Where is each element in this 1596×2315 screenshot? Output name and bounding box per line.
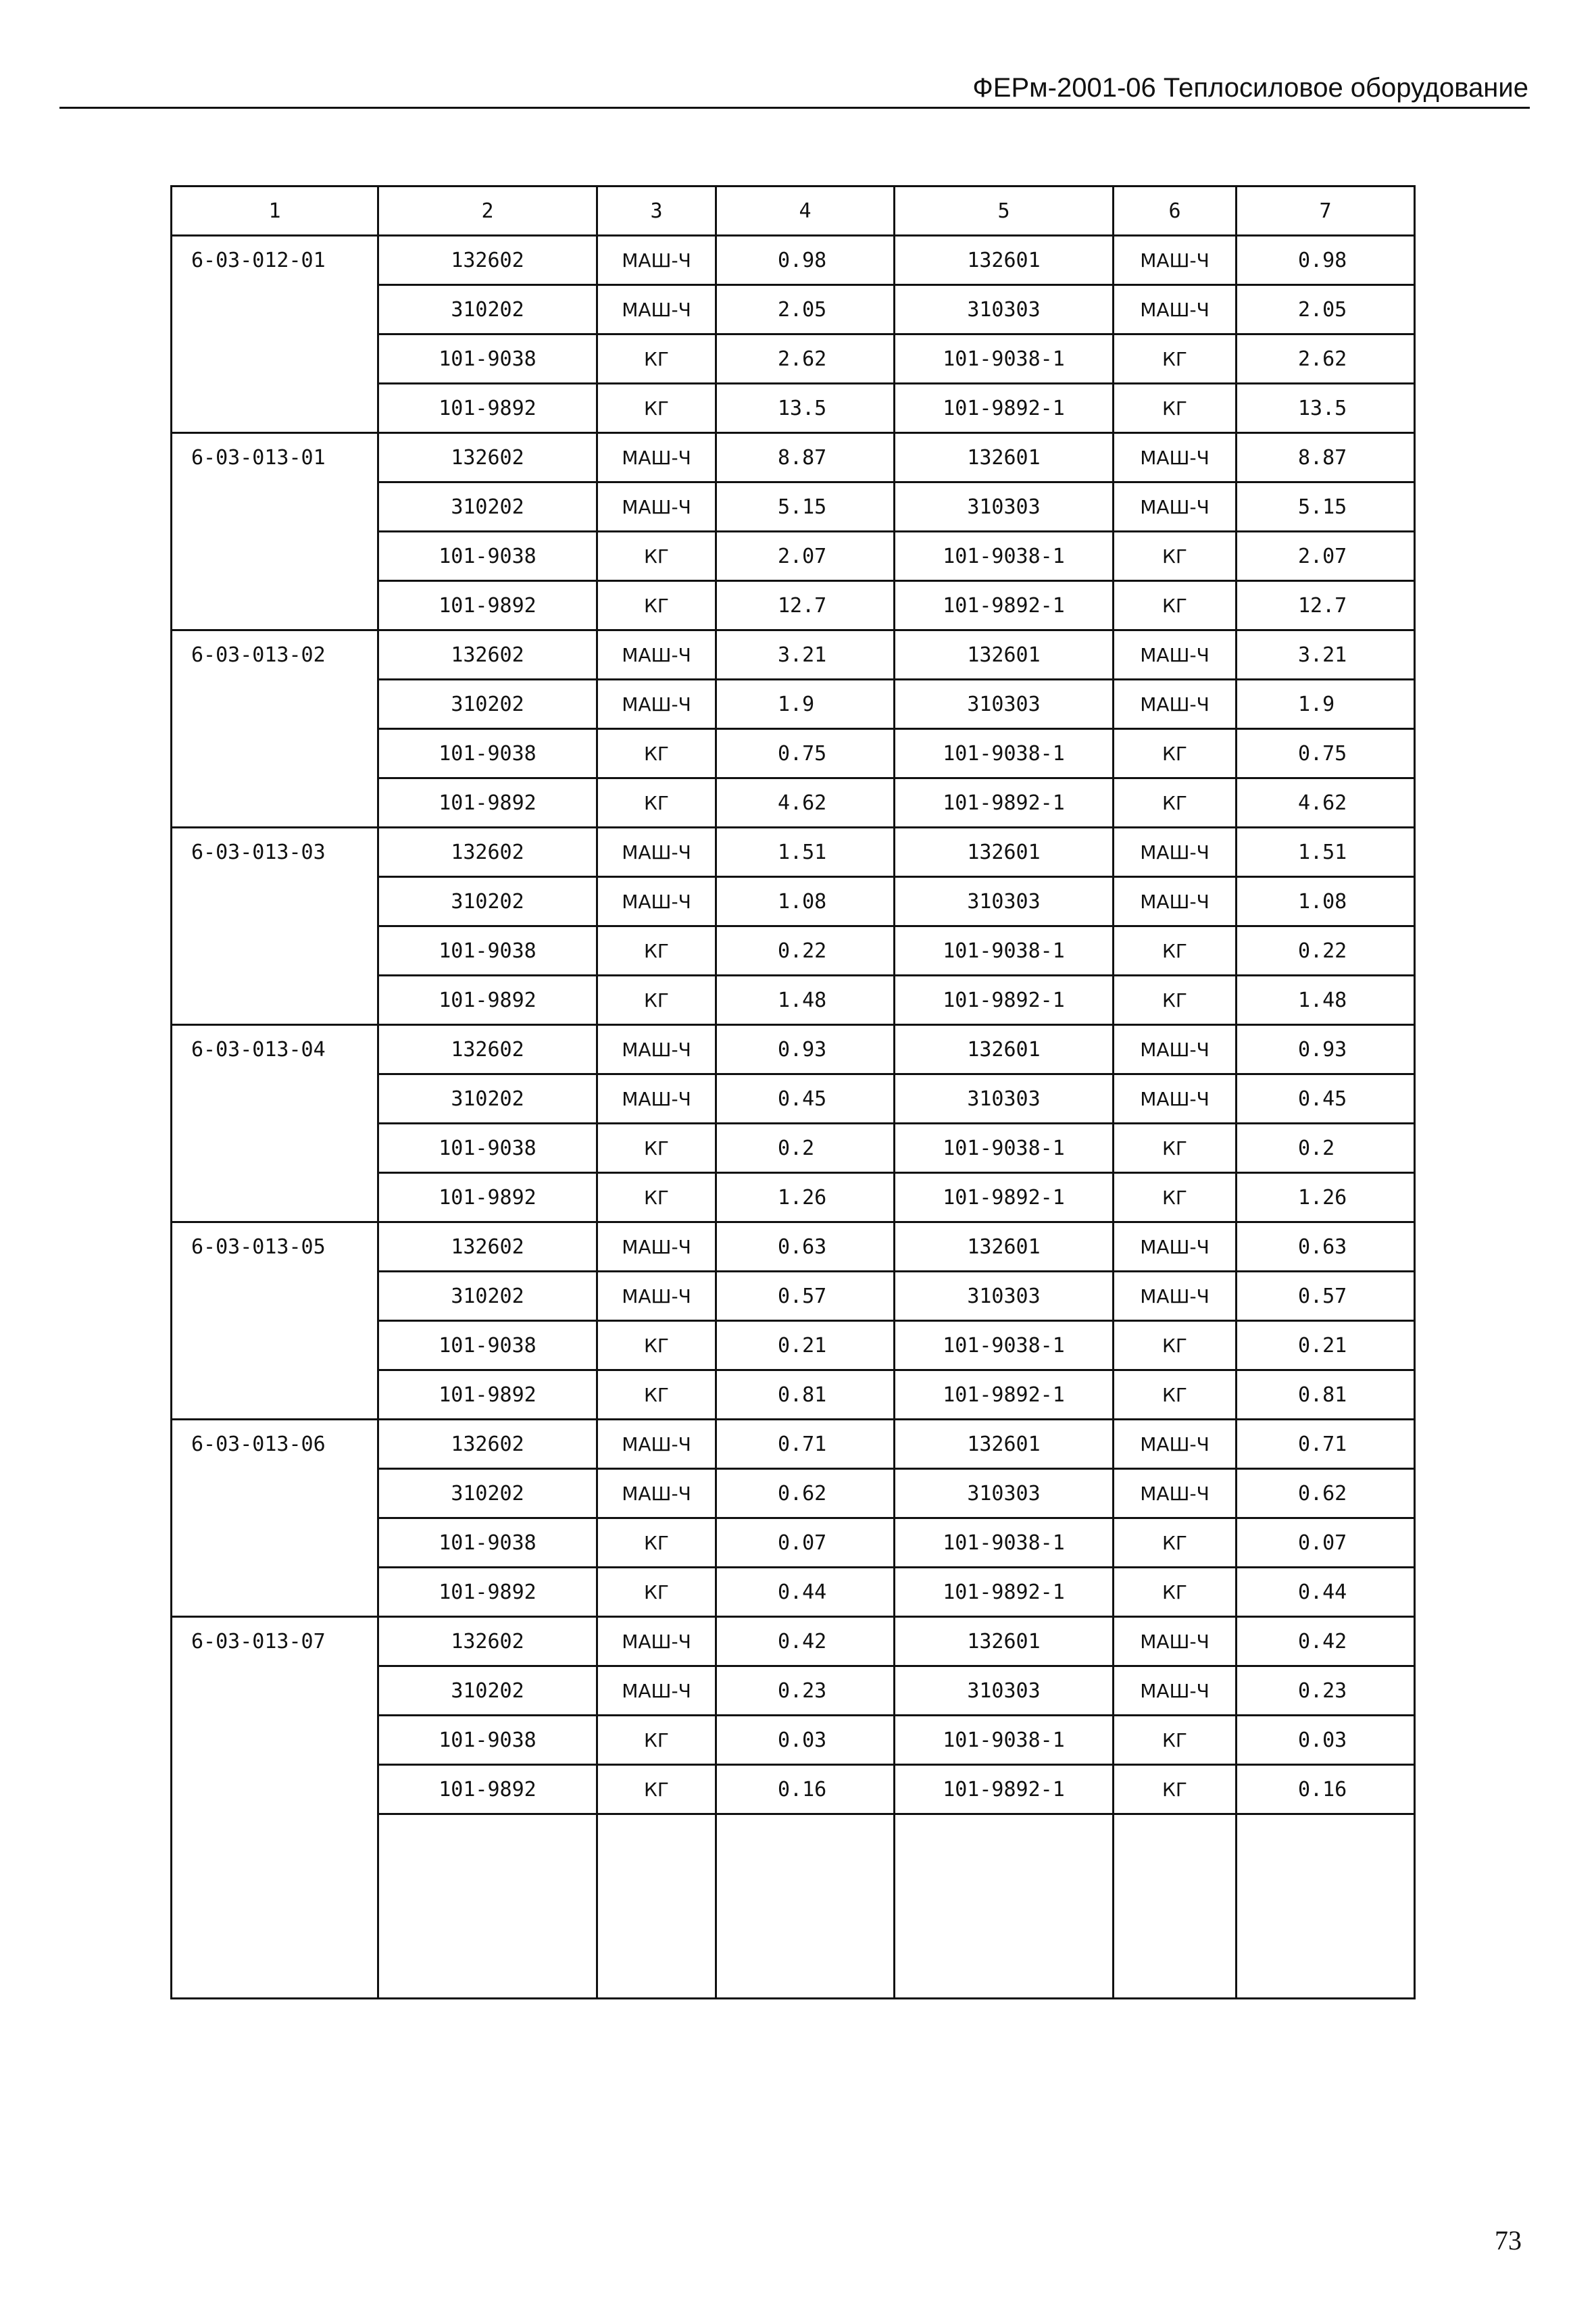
replacement-code-cell: 132601: [895, 1420, 1114, 1469]
replacement-unit-cell: МАШ-Ч: [1114, 1222, 1237, 1272]
table-row: [172, 384, 1415, 433]
replacement-unit-cell: КГ: [1114, 1370, 1237, 1420]
replacement-unit-cell: МАШ-Ч: [1114, 877, 1237, 926]
empty-cell: [1114, 1814, 1237, 1999]
quantity-cell: 0.57: [716, 1272, 895, 1321]
table-row: [172, 581, 1415, 630]
resource-code-cell: 310202: [378, 877, 597, 926]
table-row: [172, 1272, 1415, 1321]
replacement-quantity-cell: 0.2: [1237, 1124, 1415, 1173]
replacement-code-cell: 310303: [895, 1469, 1114, 1518]
replacement-code-cell: 132601: [895, 433, 1114, 482]
unit-cell: МАШ-Ч: [597, 285, 716, 334]
replacement-quantity-cell: 0.45: [1237, 1074, 1415, 1124]
unit-cell: МАШ-Ч: [597, 1025, 716, 1074]
replacement-code-cell: 132601: [895, 828, 1114, 877]
norm-code-cell: 6-03-013-05: [172, 1222, 378, 1272]
norm-code-cell-continued: [172, 976, 378, 1025]
norm-code-cell-continued: [172, 729, 378, 778]
replacement-quantity-cell: 0.44: [1237, 1568, 1415, 1617]
unit-cell: КГ: [597, 778, 716, 828]
quantity-cell: 0.16: [716, 1765, 895, 1814]
table-row: [172, 1617, 1415, 1666]
replacement-quantity-cell: 0.23: [1237, 1666, 1415, 1716]
resource-code-cell: 132602: [378, 828, 597, 877]
resource-code-cell: 101-9892: [378, 1173, 597, 1222]
quantity-cell: 1.48: [716, 976, 895, 1025]
replacement-code-cell: 101-9038-1: [895, 532, 1114, 581]
replacement-code-cell: 101-9892-1: [895, 581, 1114, 630]
replacement-quantity-cell: 12.7: [1237, 581, 1415, 630]
replacement-code-cell: 310303: [895, 680, 1114, 729]
quantity-cell: 0.63: [716, 1222, 895, 1272]
replacement-code-cell: 132601: [895, 1025, 1114, 1074]
quantity-cell: 2.07: [716, 532, 895, 581]
replacement-unit-cell: КГ: [1114, 1321, 1237, 1370]
replacement-code-cell: 310303: [895, 1272, 1114, 1321]
quantity-cell: 0.45: [716, 1074, 895, 1124]
unit-cell: МАШ-Ч: [597, 1074, 716, 1124]
table-row: [172, 1716, 1415, 1765]
empty-cell: [378, 1814, 597, 1999]
replacement-quantity-cell: 0.75: [1237, 729, 1415, 778]
page-number: 73: [1495, 2225, 1522, 2256]
resource-code-cell: 310202: [378, 1666, 597, 1716]
replacement-quantity-cell: 0.16: [1237, 1765, 1415, 1814]
replacement-quantity-cell: 8.87: [1237, 433, 1415, 482]
table-row: [172, 334, 1415, 384]
table-row: [172, 976, 1415, 1025]
replacement-unit-cell: КГ: [1114, 976, 1237, 1025]
replacement-code-cell: 101-9892-1: [895, 1173, 1114, 1222]
replacement-quantity-cell: 0.98: [1237, 236, 1415, 285]
replacement-quantity-cell: 0.21: [1237, 1321, 1415, 1370]
resource-code-cell: 132602: [378, 1222, 597, 1272]
replacement-code-cell: 310303: [895, 1666, 1114, 1716]
replacement-code-cell: 101-9038-1: [895, 334, 1114, 384]
replacement-unit-cell: МАШ-Ч: [1114, 285, 1237, 334]
table-row: [172, 1420, 1415, 1469]
unit-cell: КГ: [597, 384, 716, 433]
quantity-cell: 3.21: [716, 630, 895, 680]
replacement-quantity-cell: 3.21: [1237, 630, 1415, 680]
resource-code-cell: 132602: [378, 1025, 597, 1074]
column-header: 6: [1114, 186, 1237, 236]
replacement-quantity-cell: 2.05: [1237, 285, 1415, 334]
column-header: 7: [1237, 186, 1415, 236]
replacement-code-cell: 101-9038-1: [895, 1321, 1114, 1370]
resource-code-cell: 101-9038: [378, 1518, 597, 1568]
quantity-cell: 0.44: [716, 1568, 895, 1617]
quantity-cell: 8.87: [716, 433, 895, 482]
resource-code-cell: 101-9038: [378, 926, 597, 976]
replacement-unit-cell: МАШ-Ч: [1114, 1469, 1237, 1518]
replacement-unit-cell: МАШ-Ч: [1114, 680, 1237, 729]
norm-code-cell-continued: [172, 532, 378, 581]
column-header: 1: [172, 186, 378, 236]
unit-cell: КГ: [597, 976, 716, 1025]
resource-code-cell: 101-9892: [378, 1765, 597, 1814]
replacement-unit-cell: КГ: [1114, 1124, 1237, 1173]
quantity-cell: 0.21: [716, 1321, 895, 1370]
table-row: [172, 236, 1415, 285]
replacement-code-cell: 310303: [895, 482, 1114, 532]
quantity-cell: 2.05: [716, 285, 895, 334]
norm-code-cell-continued: [172, 1321, 378, 1370]
table-row: [172, 926, 1415, 976]
empty-cell: [895, 1814, 1114, 1999]
table-filler-row: [172, 1814, 1415, 1999]
replacement-unit-cell: КГ: [1114, 926, 1237, 976]
replacement-unit-cell: КГ: [1114, 532, 1237, 581]
quantity-cell: 0.23: [716, 1666, 895, 1716]
resource-code-cell: 132602: [378, 1420, 597, 1469]
quantity-cell: 12.7: [716, 581, 895, 630]
norm-code-cell-continued: [172, 1124, 378, 1173]
unit-cell: КГ: [597, 581, 716, 630]
unit-cell: КГ: [597, 1173, 716, 1222]
table-row: [172, 482, 1415, 532]
table-row: [172, 680, 1415, 729]
replacement-unit-cell: МАШ-Ч: [1114, 630, 1237, 680]
unit-cell: МАШ-Ч: [597, 1420, 716, 1469]
replacement-code-cell: 101-9892-1: [895, 976, 1114, 1025]
unit-cell: МАШ-Ч: [597, 482, 716, 532]
replacement-quantity-cell: 1.26: [1237, 1173, 1415, 1222]
replacement-unit-cell: МАШ-Ч: [1114, 1272, 1237, 1321]
norm-code-cell-continued: [172, 1765, 378, 1814]
replacement-code-cell: 101-9038-1: [895, 729, 1114, 778]
unit-cell: МАШ-Ч: [597, 828, 716, 877]
replacement-unit-cell: КГ: [1114, 1518, 1237, 1568]
unit-cell: КГ: [597, 334, 716, 384]
replacement-quantity-cell: 0.03: [1237, 1716, 1415, 1765]
norm-code-cell-continued: [172, 1716, 378, 1765]
table-row: [172, 877, 1415, 926]
page-header-title: ФЕРм-2001-06 Теплосиловое оборудование: [972, 73, 1528, 103]
replacement-quantity-cell: 2.62: [1237, 334, 1415, 384]
header-rule: [59, 107, 1530, 109]
unit-cell: МАШ-Ч: [597, 236, 716, 285]
table-row: [172, 1074, 1415, 1124]
norm-code-cell-continued: [172, 877, 378, 926]
empty-cell: [716, 1814, 895, 1999]
empty-cell: [597, 1814, 716, 1999]
replacement-code-cell: 310303: [895, 1074, 1114, 1124]
norms-table-body: [172, 186, 1415, 1999]
replacement-quantity-cell: 1.08: [1237, 877, 1415, 926]
quantity-cell: 1.9: [716, 680, 895, 729]
resource-code-cell: 101-9038: [378, 532, 597, 581]
resource-code-cell: 101-9892: [378, 1568, 597, 1617]
replacement-code-cell: 101-9892-1: [895, 1568, 1114, 1617]
table-row: [172, 630, 1415, 680]
resource-code-cell: 101-9038: [378, 334, 597, 384]
replacement-unit-cell: МАШ-Ч: [1114, 1074, 1237, 1124]
unit-cell: МАШ-Ч: [597, 1469, 716, 1518]
resource-code-cell: 101-9892: [378, 778, 597, 828]
replacement-quantity-cell: 1.48: [1237, 976, 1415, 1025]
norm-code-cell-continued: [172, 1272, 378, 1321]
unit-cell: МАШ-Ч: [597, 1222, 716, 1272]
norm-code-cell-continued: [172, 334, 378, 384]
resource-code-cell: 310202: [378, 1272, 597, 1321]
norm-code-cell: 6-03-013-07: [172, 1617, 378, 1666]
replacement-unit-cell: МАШ-Ч: [1114, 828, 1237, 877]
norm-code-cell-continued: [172, 1074, 378, 1124]
quantity-cell: 0.81: [716, 1370, 895, 1420]
quantity-cell: 0.75: [716, 729, 895, 778]
replacement-quantity-cell: 0.62: [1237, 1469, 1415, 1518]
replacement-code-cell: 101-9038-1: [895, 1518, 1114, 1568]
norm-code-cell-continued: [172, 581, 378, 630]
replacement-code-cell: 101-9892-1: [895, 1370, 1114, 1420]
table-row: [172, 1666, 1415, 1716]
replacement-unit-cell: КГ: [1114, 1173, 1237, 1222]
quantity-cell: 1.51: [716, 828, 895, 877]
table-row: [172, 729, 1415, 778]
replacement-quantity-cell: 13.5: [1237, 384, 1415, 433]
replacement-quantity-cell: 0.22: [1237, 926, 1415, 976]
norm-code-cell-continued: [172, 1518, 378, 1568]
resource-code-cell: 101-9038: [378, 1124, 597, 1173]
quantity-cell: 0.07: [716, 1518, 895, 1568]
replacement-unit-cell: КГ: [1114, 384, 1237, 433]
column-header: 2: [378, 186, 597, 236]
replacement-unit-cell: КГ: [1114, 729, 1237, 778]
table-row: [172, 1765, 1415, 1814]
replacement-quantity-cell: 1.51: [1237, 828, 1415, 877]
table-row: [172, 1568, 1415, 1617]
replacement-code-cell: 101-9038-1: [895, 1124, 1114, 1173]
resource-code-cell: 310202: [378, 1074, 597, 1124]
column-header: 5: [895, 186, 1114, 236]
unit-cell: КГ: [597, 1321, 716, 1370]
column-header: 3: [597, 186, 716, 236]
resource-code-cell: 132602: [378, 433, 597, 482]
replacement-code-cell: 310303: [895, 877, 1114, 926]
table-row: [172, 1469, 1415, 1518]
replacement-quantity-cell: 0.71: [1237, 1420, 1415, 1469]
norm-code-cell: 6-03-013-01: [172, 433, 378, 482]
unit-cell: КГ: [597, 926, 716, 976]
unit-cell: МАШ-Ч: [597, 877, 716, 926]
norm-code-cell-continued: [172, 285, 378, 334]
replacement-code-cell: 101-9038-1: [895, 926, 1114, 976]
norm-code-cell: 6-03-013-06: [172, 1420, 378, 1469]
replacement-unit-cell: КГ: [1114, 334, 1237, 384]
replacement-quantity-cell: 0.57: [1237, 1272, 1415, 1321]
table-row: [172, 1518, 1415, 1568]
unit-cell: МАШ-Ч: [597, 680, 716, 729]
quantity-cell: 1.08: [716, 877, 895, 926]
resource-code-cell: 101-9038: [378, 1321, 597, 1370]
replacement-unit-cell: КГ: [1114, 581, 1237, 630]
replacement-quantity-cell: 0.93: [1237, 1025, 1415, 1074]
resource-code-cell: 310202: [378, 680, 597, 729]
norm-code-cell-continued: [172, 1370, 378, 1420]
resource-code-cell: 101-9892: [378, 976, 597, 1025]
unit-cell: МАШ-Ч: [597, 1272, 716, 1321]
norm-code-cell-continued: [172, 1568, 378, 1617]
resource-code-cell: 310202: [378, 1469, 597, 1518]
replacement-quantity-cell: 4.62: [1237, 778, 1415, 828]
replacement-unit-cell: МАШ-Ч: [1114, 433, 1237, 482]
replacement-unit-cell: КГ: [1114, 778, 1237, 828]
replacement-unit-cell: КГ: [1114, 1568, 1237, 1617]
unit-cell: КГ: [597, 1765, 716, 1814]
resource-code-cell: 101-9892: [378, 1370, 597, 1420]
norm-code-cell: 6-03-012-01: [172, 236, 378, 285]
table-row: [172, 828, 1415, 877]
empty-cell: [1237, 1814, 1415, 1999]
norm-code-cell-continued: [172, 926, 378, 976]
replacement-quantity-cell: 0.42: [1237, 1617, 1415, 1666]
resource-code-cell: 310202: [378, 285, 597, 334]
norm-code-cell-continued: [172, 778, 378, 828]
quantity-cell: 0.93: [716, 1025, 895, 1074]
resource-code-cell: 101-9892: [378, 384, 597, 433]
replacement-unit-cell: МАШ-Ч: [1114, 236, 1237, 285]
replacement-code-cell: 101-9038-1: [895, 1716, 1114, 1765]
norm-code-cell-continued: [172, 1469, 378, 1518]
quantity-cell: 0.98: [716, 236, 895, 285]
replacement-code-cell: 310303: [895, 285, 1114, 334]
unit-cell: КГ: [597, 729, 716, 778]
quantity-cell: 0.22: [716, 926, 895, 976]
replacement-unit-cell: МАШ-Ч: [1114, 1666, 1237, 1716]
unit-cell: КГ: [597, 1716, 716, 1765]
table-row: [172, 1321, 1415, 1370]
quantity-cell: 0.42: [716, 1617, 895, 1666]
quantity-cell: 0.62: [716, 1469, 895, 1518]
table-row: [172, 1173, 1415, 1222]
table-row: [172, 1370, 1415, 1420]
unit-cell: МАШ-Ч: [597, 1617, 716, 1666]
quantity-cell: 0.2: [716, 1124, 895, 1173]
resource-code-cell: 101-9038: [378, 729, 597, 778]
replacement-code-cell: 101-9892-1: [895, 1765, 1114, 1814]
replacement-code-cell: 132601: [895, 236, 1114, 285]
table-row: [172, 532, 1415, 581]
replacement-code-cell: 132601: [895, 1617, 1114, 1666]
norm-code-cell-continued: [172, 482, 378, 532]
unit-cell: КГ: [597, 1518, 716, 1568]
resource-code-cell: 310202: [378, 482, 597, 532]
norm-code-cell: 6-03-013-03: [172, 828, 378, 877]
table-row: [172, 1222, 1415, 1272]
table-row: [172, 1025, 1415, 1074]
replacement-quantity-cell: 0.07: [1237, 1518, 1415, 1568]
quantity-cell: 0.03: [716, 1716, 895, 1765]
replacement-unit-cell: МАШ-Ч: [1114, 482, 1237, 532]
replacement-unit-cell: МАШ-Ч: [1114, 1420, 1237, 1469]
unit-cell: КГ: [597, 1370, 716, 1420]
quantity-cell: 0.71: [716, 1420, 895, 1469]
table-header-row: [172, 186, 1415, 236]
replacement-quantity-cell: 1.9: [1237, 680, 1415, 729]
norm-code-cell-continued: [172, 680, 378, 729]
resource-code-cell: 132602: [378, 630, 597, 680]
resource-code-cell: 132602: [378, 1617, 597, 1666]
resource-code-cell: 101-9892: [378, 581, 597, 630]
replacement-code-cell: 101-9892-1: [895, 778, 1114, 828]
norm-code-cell: 6-03-013-04: [172, 1025, 378, 1074]
replacement-unit-cell: МАШ-Ч: [1114, 1617, 1237, 1666]
norm-code-cell: 6-03-013-02: [172, 630, 378, 680]
unit-cell: КГ: [597, 1124, 716, 1173]
norm-code-cell-continued: [172, 1666, 378, 1716]
replacement-quantity-cell: 2.07: [1237, 532, 1415, 581]
replacement-unit-cell: МАШ-Ч: [1114, 1025, 1237, 1074]
norm-code-cell-continued: [172, 1173, 378, 1222]
quantity-cell: 1.26: [716, 1173, 895, 1222]
unit-cell: МАШ-Ч: [597, 1666, 716, 1716]
quantity-cell: 5.15: [716, 482, 895, 532]
unit-cell: МАШ-Ч: [597, 630, 716, 680]
resource-code-cell: 101-9038: [378, 1716, 597, 1765]
table-row: [172, 1124, 1415, 1173]
unit-cell: МАШ-Ч: [597, 433, 716, 482]
column-header: 4: [716, 186, 895, 236]
quantity-cell: 4.62: [716, 778, 895, 828]
replacement-code-cell: 101-9892-1: [895, 384, 1114, 433]
norm-code-cell-continued: [172, 384, 378, 433]
norms-table: [170, 185, 1416, 1999]
resource-code-cell: 132602: [378, 236, 597, 285]
unit-cell: КГ: [597, 532, 716, 581]
replacement-code-cell: 132601: [895, 1222, 1114, 1272]
empty-cell: [172, 1814, 378, 1999]
replacement-quantity-cell: 5.15: [1237, 482, 1415, 532]
replacement-quantity-cell: 0.81: [1237, 1370, 1415, 1420]
table-row: [172, 778, 1415, 828]
quantity-cell: 2.62: [716, 334, 895, 384]
table-row: [172, 285, 1415, 334]
table-row: [172, 433, 1415, 482]
replacement-quantity-cell: 0.63: [1237, 1222, 1415, 1272]
replacement-code-cell: 132601: [895, 630, 1114, 680]
quantity-cell: 13.5: [716, 384, 895, 433]
replacement-unit-cell: КГ: [1114, 1765, 1237, 1814]
replacement-unit-cell: КГ: [1114, 1716, 1237, 1765]
unit-cell: КГ: [597, 1568, 716, 1617]
